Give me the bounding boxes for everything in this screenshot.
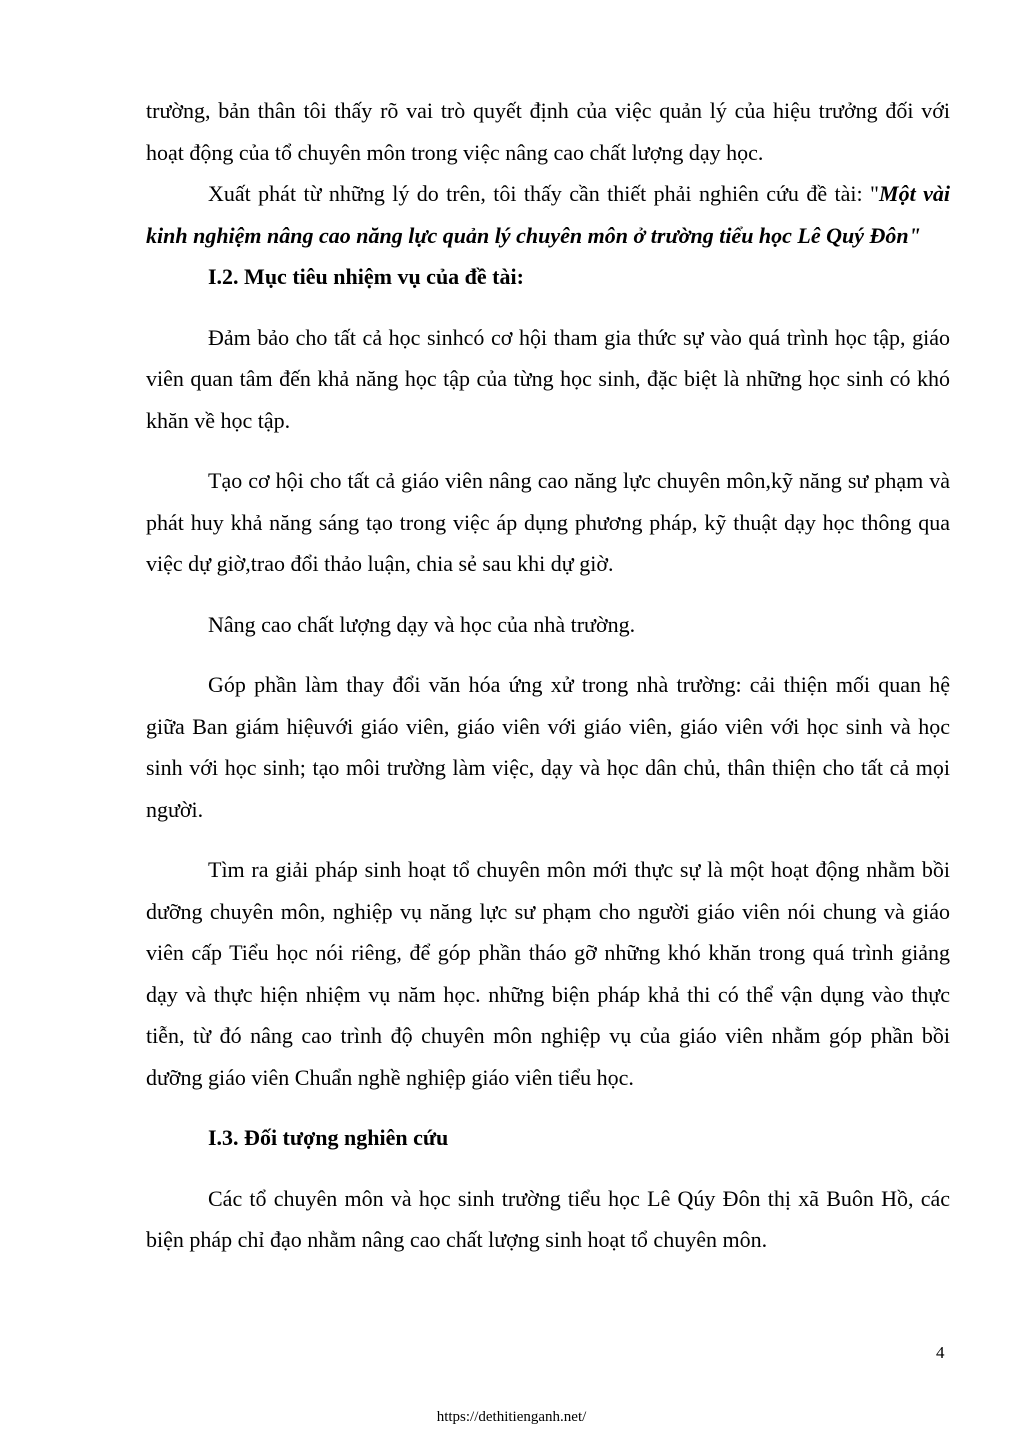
section-heading-research-subjects: I.3. Đối tượng nghiên cứu [208,1125,449,1150]
paragraph-research-rationale [146,173,950,256]
section-heading-objectives: I.2. Mục tiêu nhiệm vụ của đề tài: [208,264,524,289]
page-number: 4 [936,1343,945,1362]
research-title: Một vài kinh nghiệm nâng cao năng lực quản lý chuyên môn ở trường tiểu học Lê Quý Đôn" [146,181,950,248]
paragraph-objective-quality: Nâng cao chất lượng dạy và học của nhà trường. [208,611,636,637]
rationale-text: Xuất phát từ những lý do trên, tôi thấy cần thiết phải nghiên cứu đề tài: " [208,181,880,206]
paragraph-intro-continuation: trường, bản thân tôi thấy rõ vai trò quyết định của việc quản lý của hiệu trưởng đối với hoạt động của tổ chuyên môn trong việc nâng cao chất lượng dạy học. [146,98,950,165]
paragraph-research-subjects: Các tổ chuyên môn và học sinh trường tiểu học Lê Qúy Đôn thị xã Buôn Hồ, các biện pháp chỉ đạo nhằm nâng cao chất lượng sinh hoạt tổ chuyên môn. [146,1185,950,1252]
paragraph-objective-culture: Góp phần làm thay đổi văn hóa ứng xử trong nhà trường: cải thiện mối quan hệ giữa Ban giám hiệuvới giáo viên, giáo viên với giáo viên, giáo viên với học sinh và học sinh với học sinh; tạo môi trường làm việc, dạy và học dân chủ, thân thiện cho tất cả mọi người. [146,672,950,822]
document-page [146,90,950,1261]
footer-url[interactable]: https://dethitienganh.net/ [436,1409,587,1425]
paragraph-objective-solutions: Tìm ra giải pháp sinh hoạt tổ chuyên môn mới thực sự là một hoạt động nhằm bồi dưỡng chuyên môn, nghiệp vụ năng lực sư phạm cho người giáo viên nói chung và giáo viên cấp Tiểu học nói riêng, để góp phần tháo gỡ những khó khăn trong quá trình giảng dạy và thực hiện nhiệm vụ năm học. những biện pháp khả thi có thể vận dụng vào thực tiễn, từ đó nâng cao trình độ chuyên môn nghiệp vụ của giáo viên nhằm góp phần bồi dưỡng giáo viên Chuẩn nghề nghiệp giáo viên tiểu học. [146,857,950,1090]
paragraph-objective-students: Đảm bảo cho tất cả học sinhcó cơ hội tham gia thức sự vào quá trình học tập, giáo viên quan tâm đến khả năng học tập của từng học sinh, đặc biệt là những học sinh có khó khăn về học tập. [146,324,950,433]
paragraph-objective-teachers: Tạo cơ hội cho tất cả giáo viên nâng cao năng lực chuyên môn,kỹ năng sư phạm và phát huy khả năng sáng tạo trong việc áp dụng phương pháp, kỹ thuật dạy học thông qua việc dự giờ,trao đổi thảo luận, chia sẻ sau khi dự giờ. [146,468,950,576]
